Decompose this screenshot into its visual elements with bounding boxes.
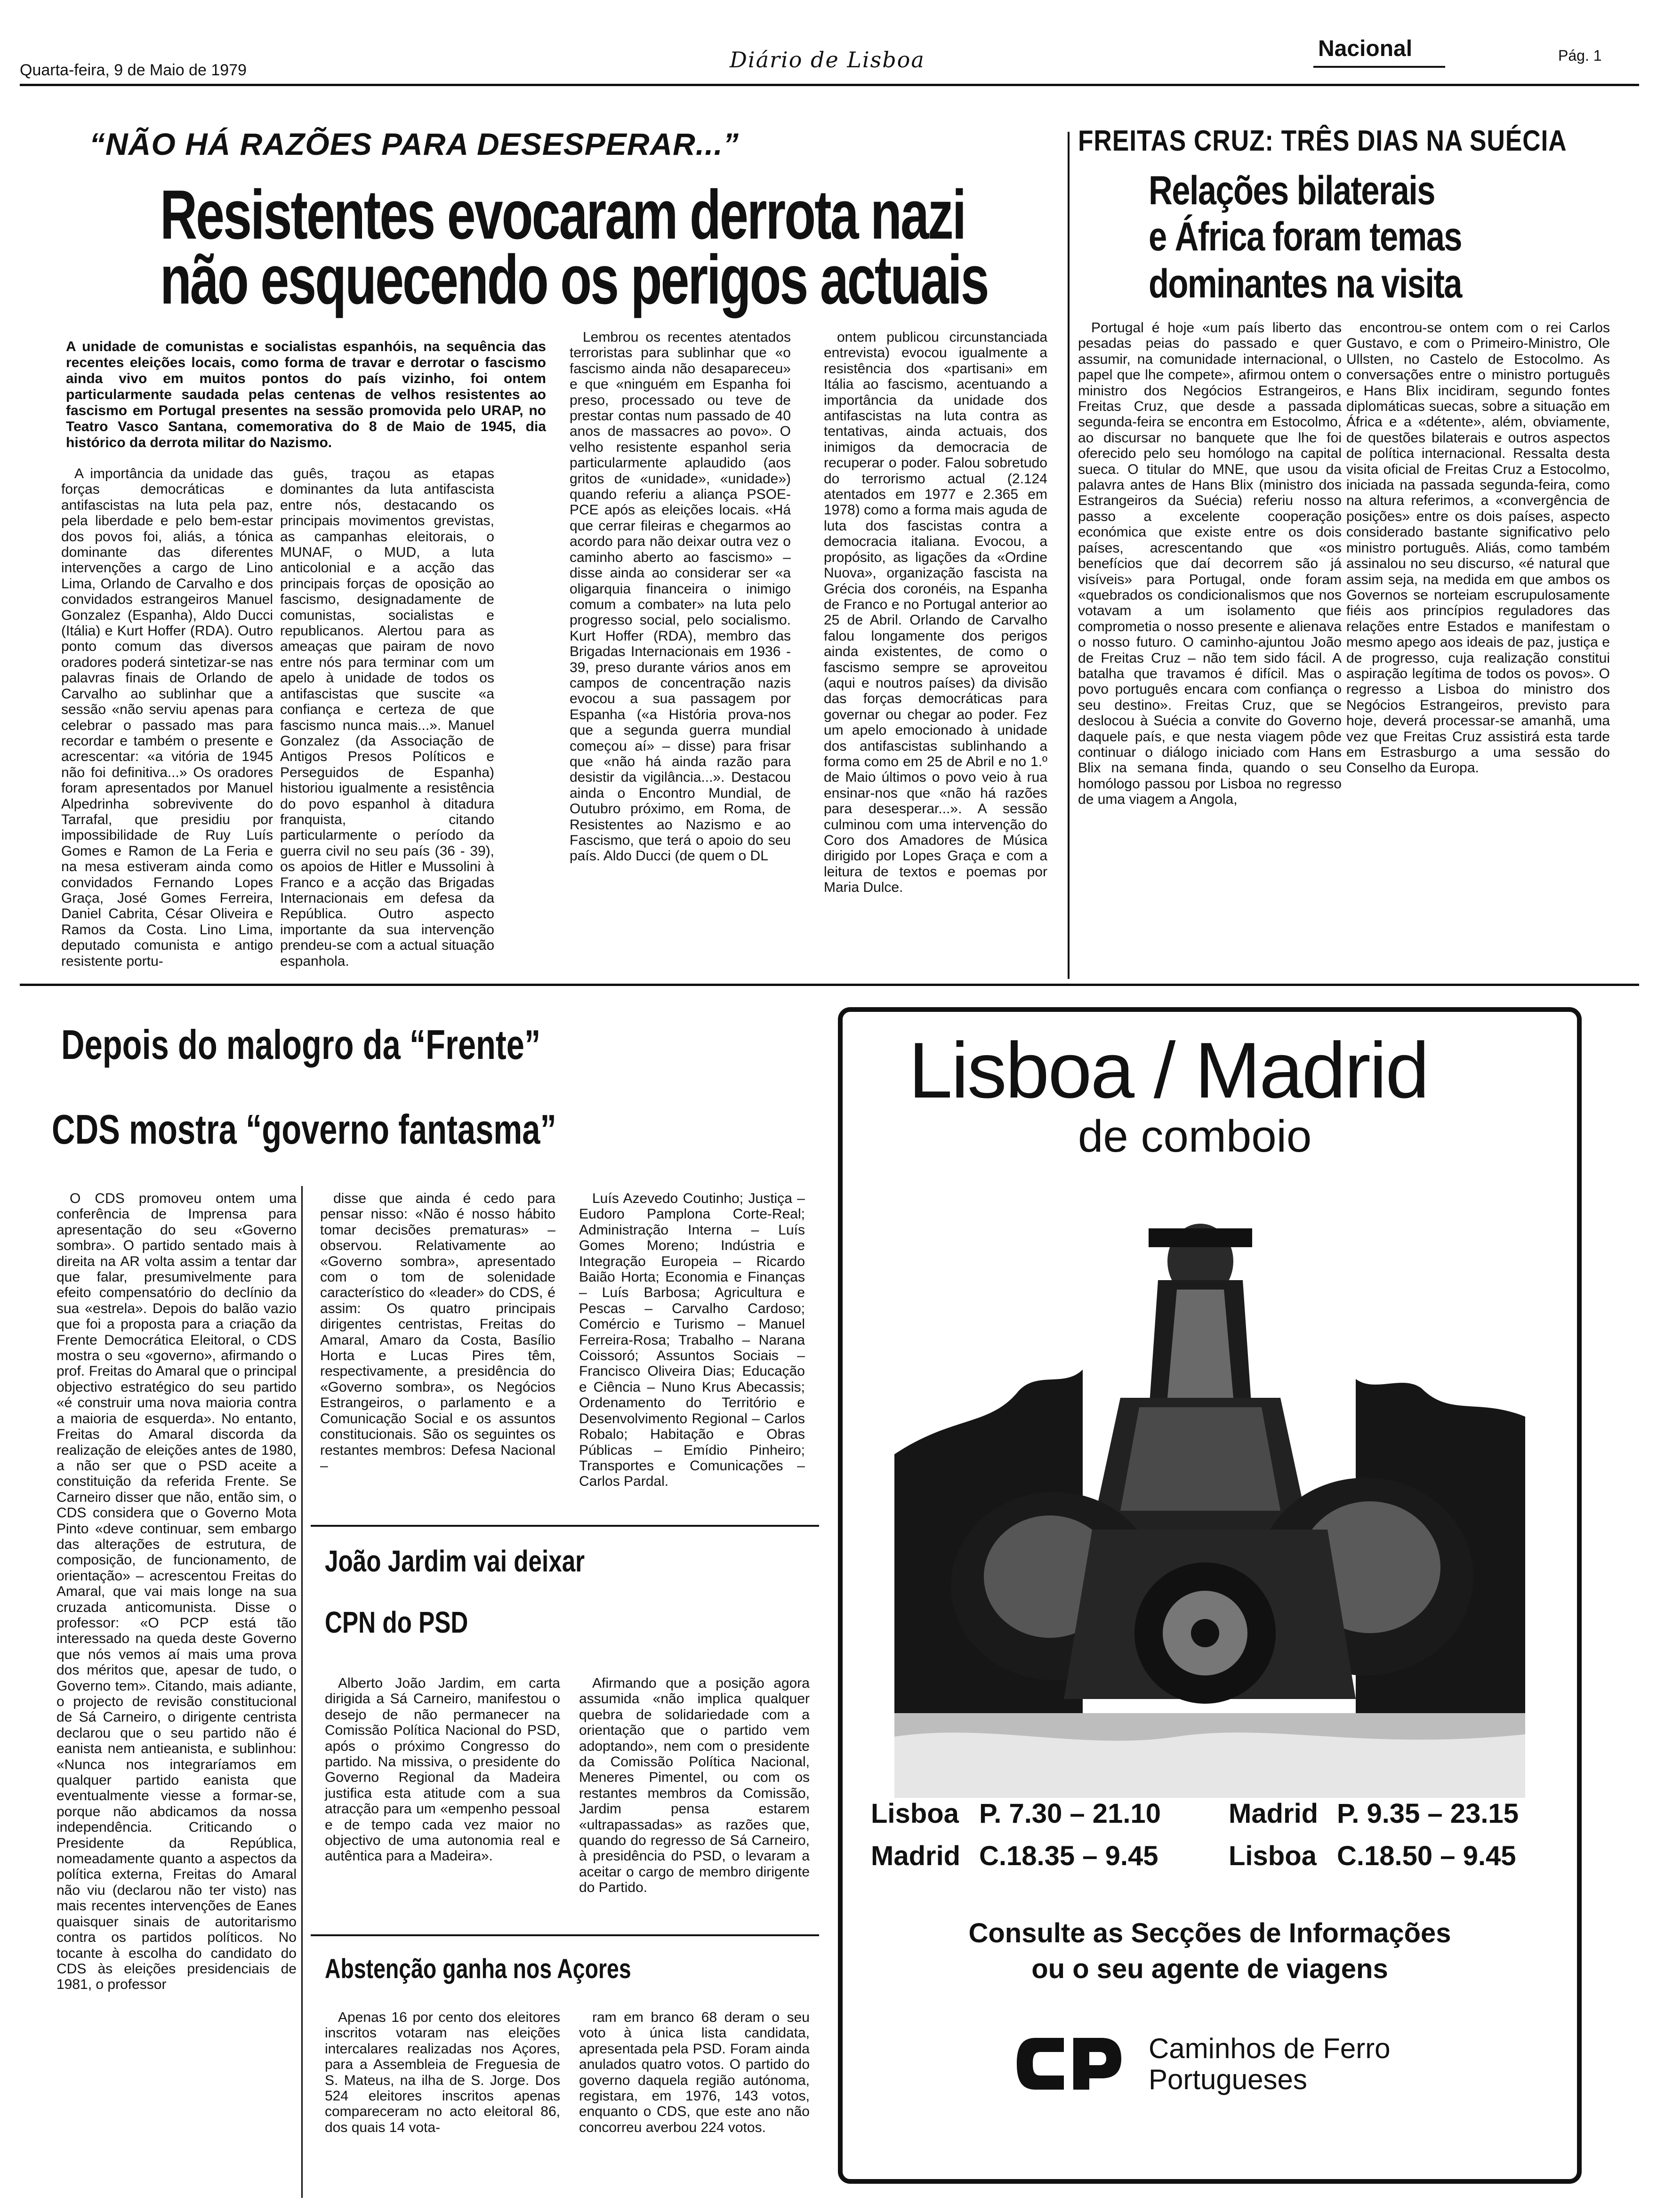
cds-headline-1: Depois do malogro da “Frente” [61,1021,541,1068]
resistentes-headline-2: não esquecendo os perigos actuais [160,241,988,319]
ad-info [861,1915,1558,1987]
ad-company [1149,2033,1391,2095]
freitas-kicker: FREITAS CRUZ: TRÊS DIAS NA SUÉCIA [1078,125,1567,157]
ad-info-line-1: Consulte as Secções de Informações [968,1918,1451,1948]
masthead-rule [20,84,1639,86]
acores-col-2: ram em branco 68 deram o seu voto à única lista candidata, apresentada pela PSD. Foram ainda anulados quatro votos. O partido do governo daquela região autónoma, registara, em 1976, 143 votos, enquanto o CDS, que este ano não concorreu averbou 224 votos. [579,2010,810,2135]
resistentes-col-2: guês, traçou as etapas dominantes da luta antifascista entre nós, destacando os principais movimentos grevistas, as campanhas eleitorais, o MUNAF, o MUD, a luta anticolonial e a acção das principais forças de oposição ao fascismo, designadamente de comunistas, socialistas e republicanos. Alertou para as ameaças que pairam de novo entre nós para terminar com um apelo à unidade de todos os antifascistas que suscite «a confiança e certeza de que fascismo nunca mais...». Manuel Gonzalez (da Associação de Antigos Presos Políticos e Perseguidos de Espanha) historiou igualmente a resistência do povo espanhol à ditadura franquista, citando particularmente o período da guerra civil no seu país (36 - 39), os apoios de Hitler e Mussolini à Franco e a acção das Brigadas Internacionais em defesa da República. Outro aspecto importante da sua intervenção prendeu-se com a actual situação espanhola. [280,466,494,969]
schedule-times-1: P. 7.30 – 21.10 [979,1798,1161,1829]
cds-headline-2: CDS mostra “governo fantasma” [52,1106,556,1153]
schedule-city-4: Lisboa [1229,1841,1317,1871]
freitas-col-2: encontrou-se ontem com o rei Carlos Gustavo, e com o Primeiro-Ministro, Ole Ullsten, no Castelo de Estocolmo. As conversações entre o ministro português e Hans Blix incidiram, segundo fontes diplomáticas suecas, sobre a situação em África e a «détente», além, obviamente, de questões bilaterais e outros aspectos de política internacional. Ressalta desta visita oficial de Freitas Cruz a Estocolmo, iniciada na passada segunda-feira, como na altura referimos, a «convergência de posições» entre os dois países, aspecto considerado bastante significativo pelo ministro português. Aliás, como também assinalou no seu discurso, «é natural que assim seja, na medida em que ambos os Governos se norteiam escrupulosamente fiéis aos princípios reguladores das relações entre Estados e manifestam o mesmo apego aos ideais de paz, justiça e de progresso, cuja realização constitui aspiração legítima de todos os povos». O regresso a Lisboa do ministro dos Negócios Estrangeiros, previsto para hoje, deverá processar-se amanhã, uma vez que Freitas Cruz assistirá esta tarde em Estrasburgo a uma sessão do Conselho da Europa. [1346,320,1610,776]
ad-company-line-1: Caminhos de Ferro [1149,2033,1391,2064]
section-rule [1313,66,1445,68]
schedule-times-3: P. 9.35 – 23.15 [1337,1798,1519,1829]
schedule-city-1: Lisboa [871,1798,959,1829]
acores-headline: Abstenção ganha nos Açores [325,1954,631,1984]
jardim-col-1: Alberto João Jardim, em carta dirigida a Sá Carneiro, manifestou o desejo de não permanecer na Comissão Política Nacional do PSD, após o próximo Congresso do partido. Na missiva, o presidente do Governo Regional da Madeira justifica esta atitude com a sua atracção para um «empenho pessoal e de tempo cada vez maior no objectivo de uma autonomia real e autêntica para a Madeira». [325,1675,560,1864]
cds-col-1: O CDS promoveu ontem uma conferência de Imprensa para apresentação do seu «Governo sombra». O partido sentado mais à direita na AR volta assim a tentar dar que falar, presumivelmente para efeito compensatório do declínio da sua «estrela». Depois do balão vazio que foi a proposta para a criação da Frente Democrática Eleitoral, o CDS mostra o seu «governo», afirmando o prof. Freitas do Amaral que o principal objectivo estratégico do seu partido «é construir uma nova maioria contra a maioria de esquerda». No entanto, Freitas do Amaral discorda da realização de eleições antes de 1980, a não ser que o PSD aceite a constituição da referida Frente. Se Carneiro disser que não, então sim, o CDS considera que o Governo Mota Pinto «deve continuar, sem embargo das alterações de estrutura, de composição, de funcionamento, de orientação» – acrescentou Freitas do Amaral, que vai mais longe na sua cruzada anticomunista. Disse o professor: «O PCP está tão interessado na queda deste Governo que nós vemos aí mais uma prova dos méritos que, apesar de tudo, o Governo tem». Citando, mais adiante, o projecto de revisão constitucional de Sá Carneiro, o dirigente centrista declarou que o seu partido não é eanista nem antieanista, e sublinhou: «Nunca nos integraríamos em qualquer partido eanista que eventualmente viesse a formar-se, porque não abdicamos da nossa independência. Criticando o Presidente da República, nomeadamente quanto a aspectos da política externa, Freitas do Amaral não viu (declarou não ter visto) nas mais recentes intervenções de Eanes quaisquer sinais de autoritarismo contra os partidos políticos. No tocante à escolha do candidato do CDS às eleições presidenciais de 1981, o professor [56,1191,297,1993]
newspaper-title: Diário de Lisboa [730,47,925,72]
cds-col-3: Luís Azevedo Coutinho; Justiça – Eudoro Pamplona Corte-Real; Administração Interna – Luís Gomes Moreno; Indústria e Integração Europeia – Ricardo Baião Horta; Economia e Finanças – Luís Barbosa; Agricultura e Pescas – Carvalho Cardoso; Comércio e Turismo – Manuel Ferreira-Rosa; Trabalho – Narana Coissoró; Assuntos Sociais – Francisco Oliveira Dias; Educação e Ciência – Nuno Krus Abecassis; Ordenamento do Território e Desenvolvimento Regional – Carlos Robalo; Habitação e Obras Públicas – Emídio Pinheiro; Transportes e Comunicações – Carlos Pardal. [579,1191,805,1490]
jardim-top-rule [311,1525,819,1527]
jardim-headline-2: CPN do PSD [325,1605,468,1639]
schedule-times-2: C.18.35 – 9.45 [979,1841,1158,1871]
resistentes-lead: A unidade de comunistas e socialistas espanhóis, na sequência das recentes eleições locais, como forma de travar e derrotar o fascismo ainda vivo em muitos pontos do país vizinho, foi ontem particularmente saudada pelas centenas de velhos resistentes ao fascismo em Portugal presentes na sessão promovida pelo URAP, no Teatro Vasco Santana, comemorativa do 8 de Maio de 1945, dia histórico da derrota militar do Nazismo. [66,339,546,450]
freitas-headline-3: dominantes na visita [1149,261,1462,306]
freitas-headline-1: Relações bilaterais [1149,168,1435,213]
section-label: Nacional [1318,36,1413,61]
jardim-col-2: Afirmando que a posição agora assumida «não implica qualquer quebra de solidariedade com a orientação que o partido vem adoptando», nem com o presidente da Comissão Política Nacional, Meneres Pimentel, ou com os restantes membros da Comissão, Jardim pensa estarem «ultrapassadas» as razões que, quando do regresso de Sá Carneiro, à presidência do PSD, o levaram a aceitar o cargo de membro dirigente do Partido. [579,1675,810,1896]
schedule-city-3: Madrid [1229,1798,1319,1829]
resistentes-col-1: A importância da unidade das forças democráticas e antifascistas na luta pela paz, pela liberdade e pelo bem-estar dos povos foi, aliás, a tónica dominante das diferentes intervenções a cargo de Lino Lima, Orlando de Carvalho e dos convidados estrangeiros Manuel Gonzalez (Espanha), Aldo Ducci (Itália) e Kurt Hoffer (RDA). Outro ponto comum das diversos oradores poderá sintetizar-se nas palavras finais de Orlando de Carvalho ao sublinhar que a sessão «não serviu apenas para celebrar o passado mas para recordar e também o presente e acrescentar: «a vitória de 1945 não foi definitiva...» Os oradores foram apresentados por Manuel Alpedrinha sobrevivente do Tarrafal, que presidiu por impossibilidade de Ruy Luís Gomes e Ramon de La Feria e na mesa estiveram ainda como convidados Fernando Lopes Graça, José Gomes Ferreira, Daniel Cabrita, César Oliveira e Ramos da Costa. Lino Lima, deputado comunista e antigo resistente portu- [61,466,273,969]
cp-logo-icon [1012,2028,1125,2099]
schedule-times-4: C.18.50 – 9.45 [1337,1841,1516,1871]
acores-top-rule [311,1934,819,1936]
train-advertisement [838,1007,1582,2184]
ad-company-line-2: Portugueses [1149,2064,1307,2095]
resistentes-col-4: ontem publicou circunstanciada entrevista) evocou igualmente a resistência dos «partisani» em Itália ao fascismo, acentuando a importância da unidade dos antifascistas na luta contra as tentativas, ainda actuais, dos inimigos da democracia de recuperar o poder. Falou sobretudo do terrorismo actual (2.124 atentados em 1977 e 2.365 em 1978) como a forma mais aguda de luta dos fascistas contra a democracia italiana. Evocou, a propósito, as ligações da «Ordine Nuova», organização fascista na Grécia dos coronéis, na Espanha de Franco e no Portugal anterior ao 25 de Abril. Orlando de Carvalho falou longamente dos perigos ainda existentes, de como o fascismo sempre se aproveitou (aqui e noutros países) da divisão das forças democráticas para governar ou chegar ao poder. Fez um apelo emocionado à unidade dos antifascistas sublinhando a forma como em 25 de Abril e no 1.º de Maio últimos o povo veio à rua ensinar-nos que «não há razões para desesperar...». A sessão culminou com uma intervenção do Coro dos Amadores de Música dirigido por Lopes Graça e com a leitura de textos e poemas por Maria Dulce. [824,329,1047,896]
ad-info-line-2: ou o seu agente de viagens [1031,1954,1388,1984]
resistentes-kicker: “NÃO HÁ RAZÕES PARA DESESPERAR...” [89,127,739,161]
resistentes-col-3: Lembrou os recentes atentados terroristas para sublinhar que «o fascismo ainda não desapareceu» e que «ninguém em Espanha foi preso, processado ou teve de prestar contas num passado de 40 anos de massacres ao povo». O velho resistente espanhol seria particularmente aplaudido (aos gritos de «unidade», «unidade») quando referiu a aliança PSOE-PCE após as eleições locais. «Há que cerrar fileiras e chegarmos ao acordo para não deixar outra vez o caminho aberto ao fascismo» – disse ainda ao considerar ser «a oligarquia financeira o inimigo comum a combater» na luta pelo progresso social, pelo socialismo. Kurt Hoffer (RDA), membro das Brigadas Internacionais em 1936 - 39, preso durante vários anos em campos de concentração nazis evocou a sua passagem por Espanha («a História prova-nos que a segunda guerra mundial começou aí» – disse) para frisar que «não há ainda razão para desistir da vigilância...». Destacou ainda o Encontro Mundial, de Outubro próximo, em Roma, de Resistentes ao Nazismo e ao Fascismo, que terá o apoio do seu país. Aldo Ducci (de quem o DL [570,329,791,864]
cds-col-2: disse que ainda é cedo para pensar nisso: «Não é nosso hábito tomar decisões prematuras» – observou. Relativamente ao «Governo sombra», apresentado com o tom de solenidade característico do «leader» do CDS, é assim: Os quatro principais dirigentes centristas, Freitas do Amaral, Amaro da Costa, Basílio Horta e Lucas Pires têm, respectivamente, a presidência do «Governo sombra», os Negócios Estrangeiros, o parlamento e a Comunicação Social e os assuntos constitucionais. São os seguintes os restantes membros: Defesa Nacional – [320,1191,555,1474]
schedule-city-2: Madrid [871,1841,961,1871]
page-number: Pág. 1 [1558,47,1602,64]
cds-divider [301,1186,303,2198]
jardim-headline-1: João Jardim vai deixar [325,1544,585,1578]
resistentes-headline-1: Resistentes evocaram derrota nazi [160,176,965,254]
acores-col-1: Apenas 16 por cento dos eleitores inscritos votaram nas eleições intercalares realizadas nos Açores, para a Assembleia de Freguesia de S. Mateus, na ilha de S. Jorge. Dos 524 eleitores inscritos apenas compareceram no acto eleitoral 86, dos quais 14 vota- [325,2010,560,2135]
column-divider [1068,132,1070,979]
ad-subtitle: de comboio [1078,1111,1312,1162]
freitas-headline-2: e África foram temas [1149,214,1462,259]
freitas-col-1: Portugal é hoje «um país liberto das pesadas peias do passado e quer assumir, na comunidade internacional, o papel que lhe compete», afirmou ontem o ministro dos Negócios Estrangeiros, Freitas Cruz, que desde a passada segunda-feira se encontra em Estocolmo, ao discursar no banquete que lhe foi oferecido pelo seu homólogo na capital sueca. O titular do MNE, que usou da palavra antes de Hans Blix (ministro dos Estrangeiros da Suécia) referiu nosso passo a excelente cooperação económica que existe entre os dois países, acrescentando que «os benefícios que daí decorrem são já visíveis» para Portugal, onde foram «quebrados os condicionalismos que nos votavam a um isolamento que comprometia o nosso presente e alienava o nosso futuro. O caminho-ajuntou João de Freitas Cruz – não tem sido fácil. A batalha que travamos é difícil. Mas o povo português encara com confiança o seu destino». Freitas Cruz, que se deslocou à Suécia a convite do Governo daquele país, e que nesta viagem pôde continuar o diálogo iniciado com Hans Blix na semana finda, quando o seu homólogo passou por Lisboa no regresso de uma viagem a Angola, [1078,320,1342,808]
ad-title: Lisboa / Madrid [909,1026,1428,1114]
mid-page-rule [20,984,1639,986]
issue-date: Quarta-feira, 9 de Maio de 1979 [20,61,247,79]
cibeles-fountain-illustration [894,1172,1525,1798]
